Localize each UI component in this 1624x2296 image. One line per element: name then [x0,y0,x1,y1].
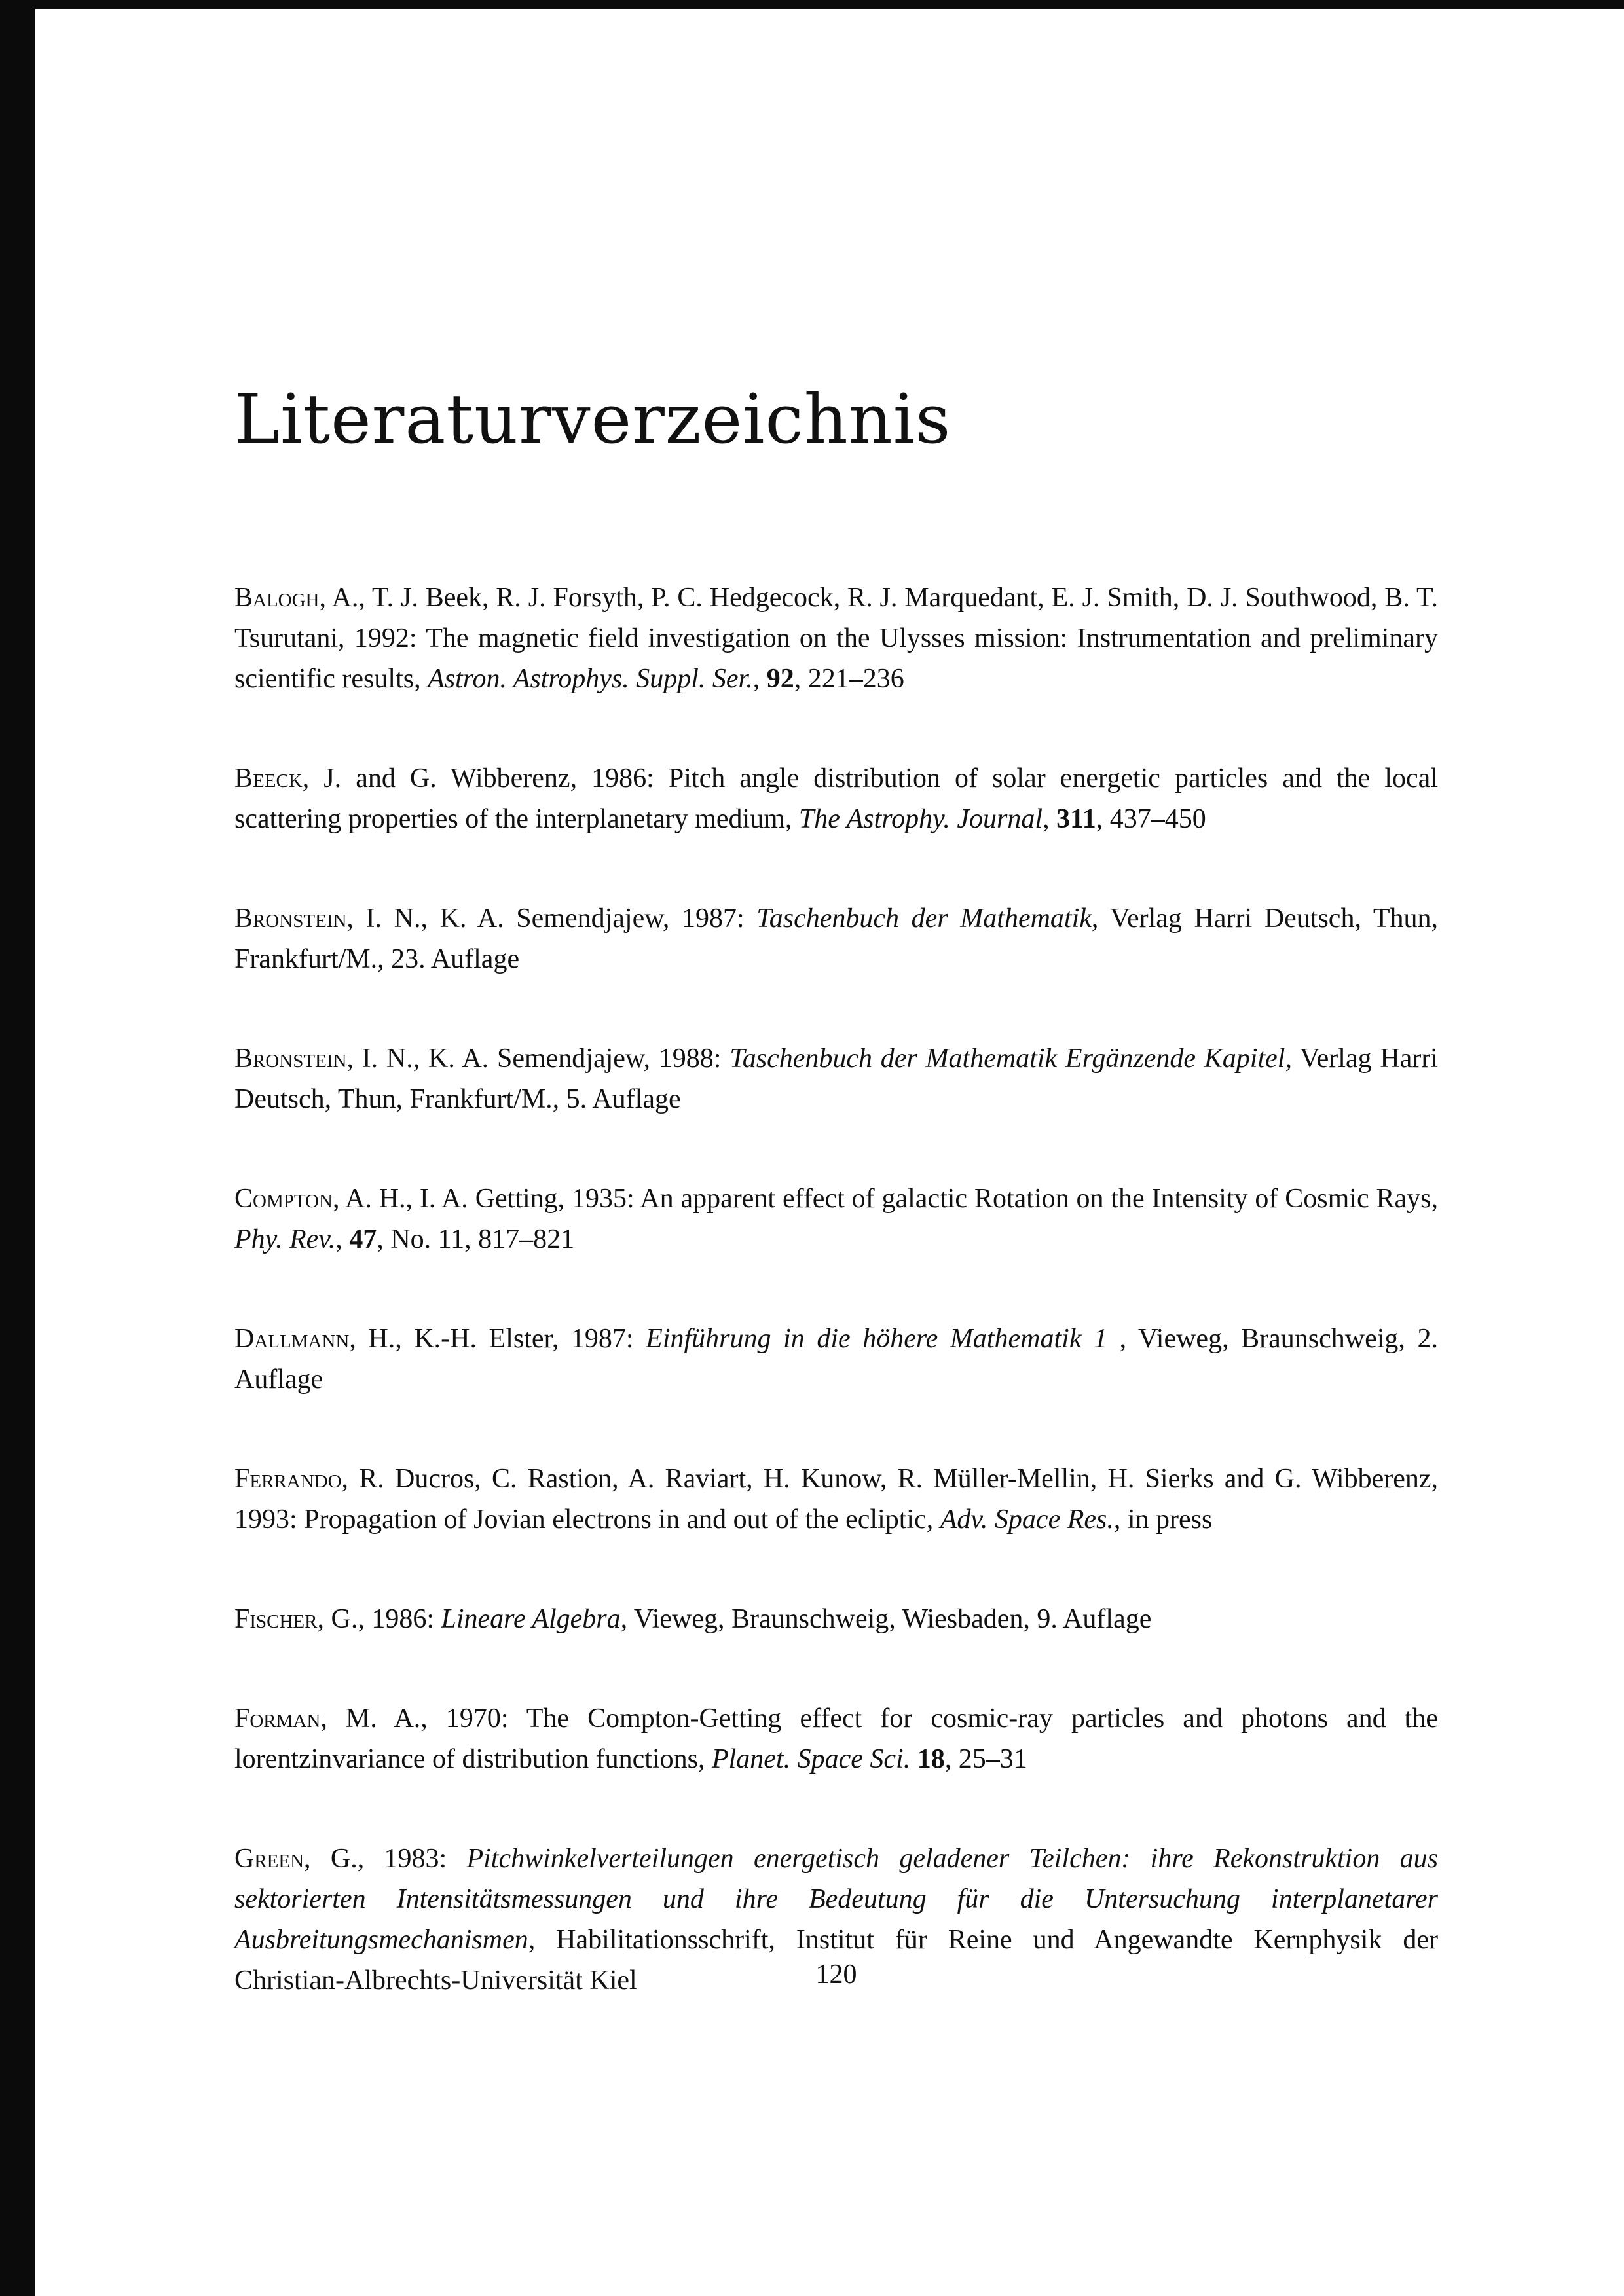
document-page [35,9,1624,2296]
reference-text: , Vieweg, Braunschweig, 2. Auflage [234,1324,1439,1394]
reference-title: Einführung in die höhere Mathematik 1 [646,1324,1108,1354]
reference-text: , A., T. J. Beek, R. J. Forsyth, P. C. Hedgecock, R. J. Marquedant, E. J. Smith, D. J. Southwood, B. T. Tsurutani, 1992: The magnetic field investigation on the Ulysses mission: Instrumentation and preliminary scientific results, [234,583,1438,694]
reference-text: , G., 1986: [317,1604,441,1634]
reference-text: , No. 11, 817–821 [377,1224,575,1254]
reference-author: Green [234,1844,304,1874]
reference-text: , J. and G. Wibberenz, 1986: Pitch angle distribution of solar energetic particles and the local scattering properties of the interplanetary medium, [234,763,1438,834]
reference-title: Taschenbuch der Mathematik [756,903,1092,934]
reference-text: , A. H., I. A. Getting, 1935: An apparent effect of galactic Rotation on the Intensity of Cosmic Rays, [332,1184,1438,1214]
reference-author: Balogh [234,583,320,613]
reference-author: Ferrando [234,1464,342,1494]
reference-text: , Habilitationsschrift, Institut für Reine und Angewandte Kernphysik der Christian-Albrechts-Universität Kiel [234,1925,1438,1995]
reference-entry [234,1599,1438,1639]
reference-title: Lineare Algebra [441,1604,621,1634]
reference-text: , Vieweg, Braunschweig, Wiesbaden, 9. Auflage [620,1604,1152,1634]
reference-entry [234,577,1438,699]
reference-text: , R. Ducros, C. Rastion, A. Raviart, H. Kunow, R. Müller-Mellin, H. Sierks and G. Wibberenz, 1993: Propagation of Jovian electrons in and out of the ecliptic, [234,1464,1438,1535]
reference-entry [234,1459,1438,1540]
reference-title: The Astrophy. Journal [798,804,1043,834]
reference-title: Astron. Astrophys. Suppl. Ser. [428,664,753,694]
reference-author: Bronstein [234,903,347,934]
reference-volume: 47 [349,1224,377,1254]
reference-author: Dallmann [234,1324,350,1354]
reference-text: , I. N., K. A. Semendjajew, 1987: [346,903,757,934]
reference-author: Fischer [234,1604,318,1634]
reference-text: , Verlag Harri Deutsch, Thun, Frankfurt/M., 23. Auflage [234,903,1438,974]
reference-volume: 92 [766,664,794,694]
reference-title: Planet. Space Sci. [711,1744,911,1774]
reference-entry [234,1178,1438,1260]
reference-text: , in press [1113,1504,1213,1535]
reference-title: Adv. Space Res. [940,1504,1114,1535]
reference-entry [234,1698,1438,1779]
reference-text: , 221–236 [794,664,904,694]
reference-volume: 18 [917,1744,945,1774]
reference-entry [234,1319,1438,1400]
reference-text: , [752,664,767,694]
reference-text: , G., 1983: [304,1844,467,1874]
reference-list [234,577,1438,2060]
reference-text: , [335,1224,350,1254]
reference-title: Pitchwinkelverteilungen energetisch geladener Teilchen: ihre Rekonstruktion aus sektorierten Intensitätsmessungen und ihre Bedeutung für die Untersuchung interplanetarer Ausbreitungsmechanismen [234,1844,1438,1955]
reference-text: , H., K.-H. Elster, 1987: [349,1324,646,1354]
reference-title: Phy. Rev. [234,1224,336,1254]
reference-entry [234,758,1438,839]
reference-text [910,1744,917,1774]
reference-entry [234,898,1438,979]
reference-text: , M. A., 1970: The Compton-Getting effect for cosmic-ray particles and photons and the lorentzinvariance of distribution functions, [234,1704,1438,1774]
reference-volume: 311 [1056,804,1096,834]
reference-text: , 437–450 [1096,804,1206,834]
reference-text: , Verlag Harri Deutsch, Thun, Frankfurt/M., 5. Auflage [234,1044,1438,1114]
reference-author: Compton [234,1184,333,1214]
reference-text: , 25–31 [944,1744,1027,1774]
reference-title: Taschenbuch der Mathematik Ergänzende Kapitel [729,1044,1285,1074]
page-number: 120 [815,1959,857,1990]
reference-author: Beeck [234,763,303,793]
reference-text: , [1043,804,1057,834]
page-title: Literaturverzeichnis [234,379,951,459]
reference-author: Bronstein [234,1044,347,1074]
reference-text: , I. N., K. A. Semendjajew, 1988: [346,1044,730,1074]
reference-author: Forman [234,1704,321,1734]
reference-entry [234,1038,1438,1120]
